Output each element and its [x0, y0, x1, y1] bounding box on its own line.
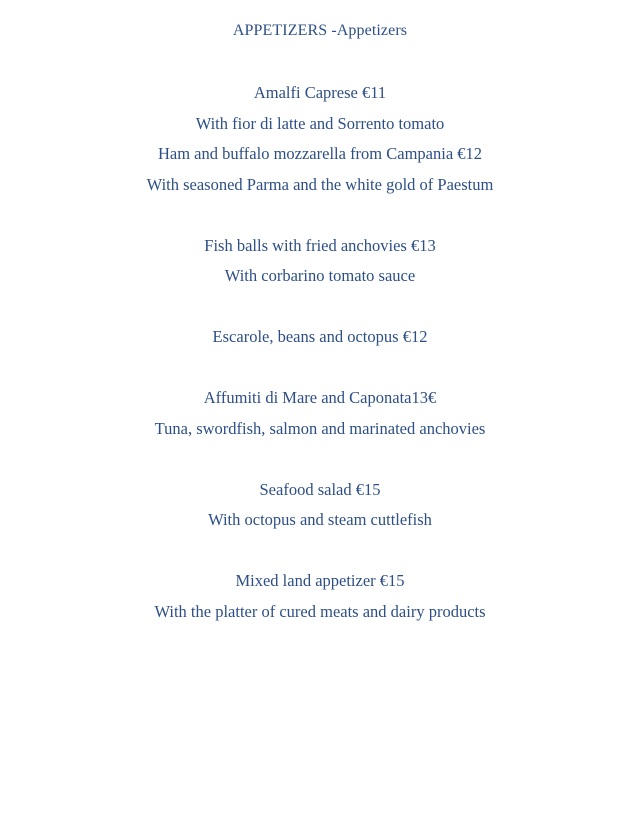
item-desc-mixed-land-appetizer: With the platter of cured meats and dairy products	[154, 602, 486, 621]
item-name-fish-balls: Fish balls with fried anchovies €13	[204, 236, 436, 255]
item-name-mixed-land-appetizer: Mixed land appetizer €15	[235, 571, 405, 590]
item-desc-affumiti-caponata: Tuna, swordfish, salmon and marinated anchovies	[154, 419, 486, 438]
item-name-affumiti-caponata: Affumiti di Mare and Caponata13€	[203, 388, 437, 407]
item-desc-ham-buffalo-mozzarella: With seasoned Parma and the white gold of Paestum	[146, 175, 494, 194]
item-desc-amalfi-caprese: With fior di latte and Sorrento tomato	[195, 114, 445, 133]
item-name-ham-buffalo-mozzarella: Ham and buffalo mozzarella from Campania €12	[157, 144, 483, 163]
menu-title: APPETIZERS -Appetizers	[232, 22, 408, 39]
item-name-amalfi-caprese: Amalfi Caprese €11	[253, 83, 387, 102]
item-name-seafood-salad: Seafood salad €15	[259, 480, 381, 499]
item-desc-seafood-salad: With octopus and steam cuttlefish	[208, 510, 432, 529]
item-name-escarole-octopus: Escarole, beans and octopus €12	[212, 327, 428, 346]
item-desc-fish-balls: With corbarino tomato sauce	[224, 266, 416, 285]
